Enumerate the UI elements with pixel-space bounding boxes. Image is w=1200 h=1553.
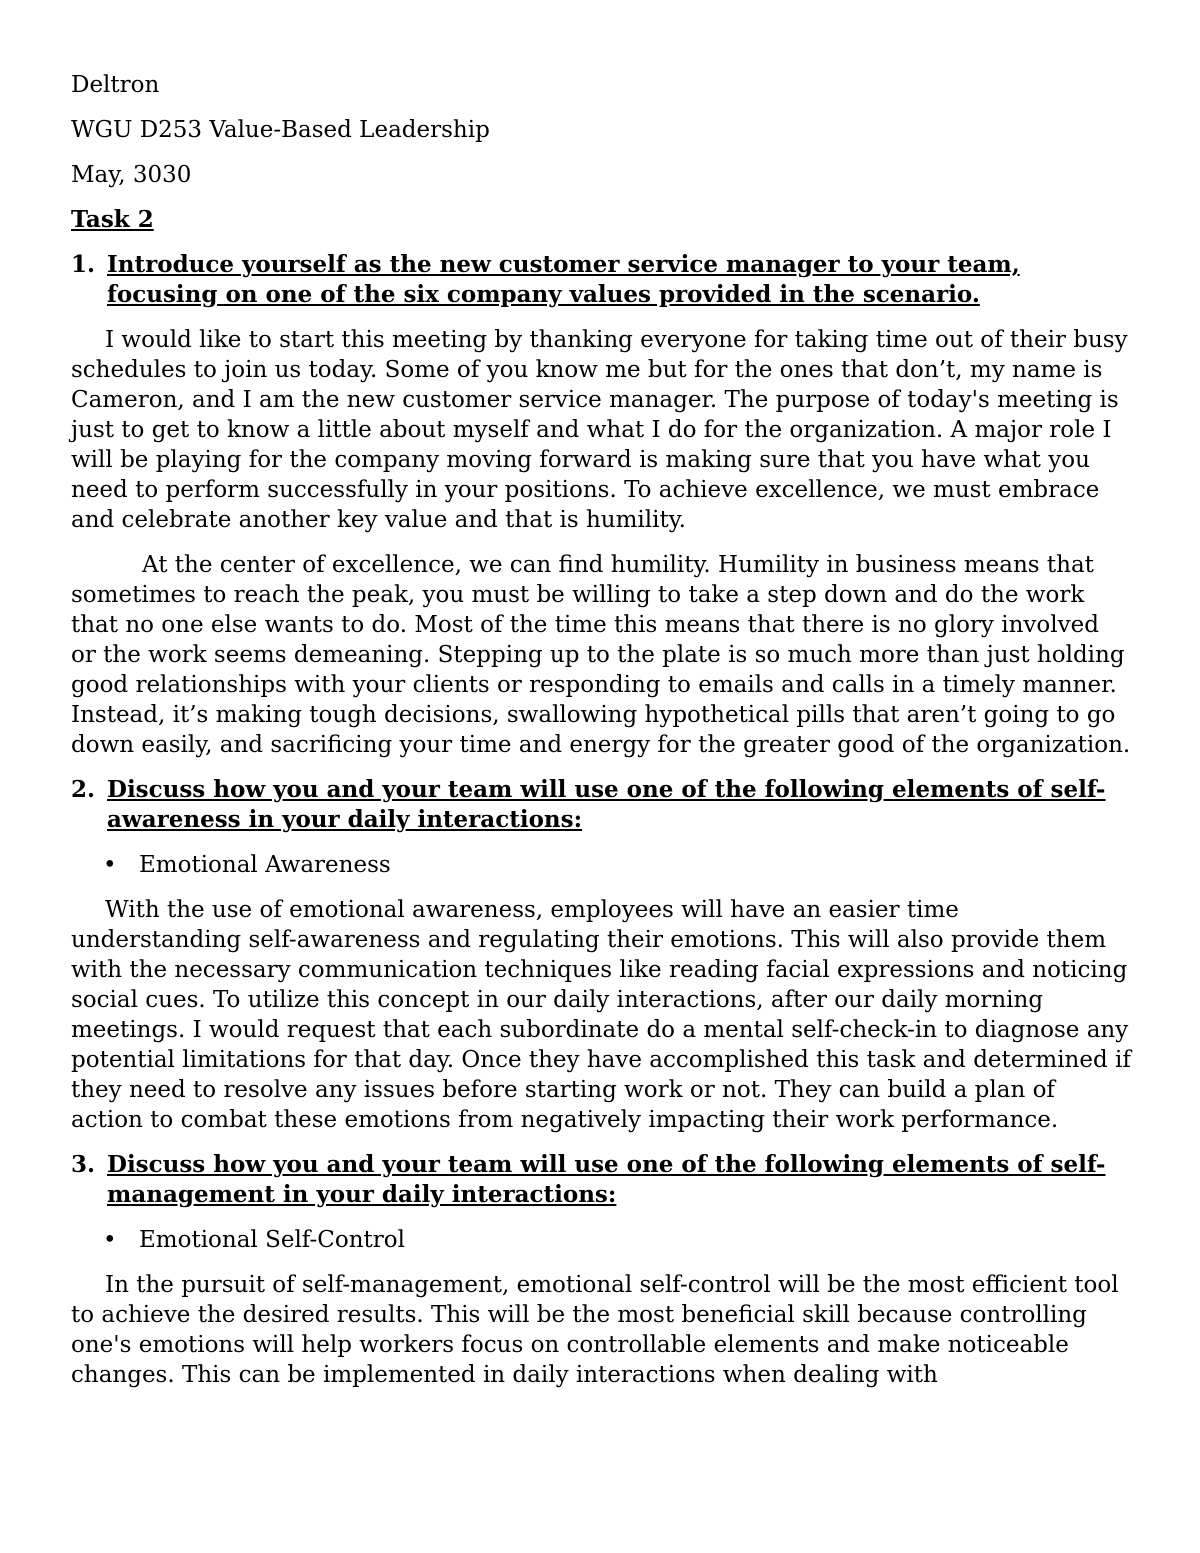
question-prompt: Discuss how you and your team will use one of the following elements of self-awareness in your daily interactions:	[107, 776, 1106, 833]
question-1	[71, 250, 1131, 310]
question-prompt: Introduce yourself as the new customer service manager to your team, focusing on one of the six company values provided in the scenario.	[107, 251, 1020, 308]
question-number: 1.	[71, 251, 96, 278]
question-number: 3.	[71, 1151, 96, 1178]
question-3	[71, 1150, 1131, 1210]
bullet-text: Emotional Awareness	[139, 852, 391, 878]
bullet-item	[71, 1225, 1131, 1255]
question-prompt: Discuss how you and your team will use one of the following elements of self-management in your daily interactions:	[107, 1151, 1106, 1208]
question-number: 2.	[71, 776, 96, 803]
author-name: Deltron	[71, 72, 160, 98]
course-title: WGU D253 Value-Based Leadership	[71, 117, 490, 143]
document-date: May, 3030	[71, 162, 192, 188]
question-2	[71, 775, 1131, 835]
task-title: Task 2	[71, 206, 154, 233]
bullet-dot-icon: •	[103, 852, 117, 878]
document-page	[71, 70, 1131, 1405]
answer-paragraph: At the center of excellence, we can find humility. Humility in business means that sometimes to reach the peak, you must be willing to take a step down and do the work that no one else wants to do. Most of the time this means that there is no glory involved or the work seems demeaning. Stepping up to the plate is so much more than just holding good relationships with your clients or responding to emails and calls in a timely manner. Instead, it’s making tough decisions, swallowing hypothetical pills that aren’t going to go down easily, and sacrificing your time and energy for the greater good of the organization.	[71, 552, 1131, 758]
answer-paragraph: I would like to start this meeting by thanking everyone for taking time out of their busy schedules to join us today. Some of you know me but for the ones that don’t, my name is Cameron, and I am the new customer service manager. The purpose of today's meeting is just to get to know a little about myself and what I do for the organization. A major role I will be playing for the company moving forward is making sure that you have what you need to perform successfully in your positions. To achieve excellence, we must embrace and celebrate another key value and that is humility.	[71, 327, 1128, 533]
answer-paragraph: In the pursuit of self-management, emotional self-control will be the most efficient tool to achieve the desired results. This will be the most beneficial skill because controlling one's emotions will help workers focus on controllable elements and make noticeable changes. This can be implemented in daily interactions when dealing with	[71, 1272, 1119, 1388]
answer-paragraph: With the use of emotional awareness, employees will have an easier time understanding self-awareness and regulating their emotions. This will also provide them with the necessary communication techniques like reading facial expressions and noticing social cues. To utilize this concept in our daily interactions, after our daily morning meetings. I would request that each subordinate do a mental self-check-in to diagnose any potential limitations for that day. Once they have accomplished this task and determined if they need to resolve any issues before starting work or not. They can build a plan of action to combat these emotions from negatively impacting their work performance.	[71, 897, 1131, 1133]
bullet-text: Emotional Self-Control	[139, 1227, 405, 1253]
bullet-item	[71, 850, 1131, 880]
bullet-dot-icon: •	[103, 1227, 117, 1253]
